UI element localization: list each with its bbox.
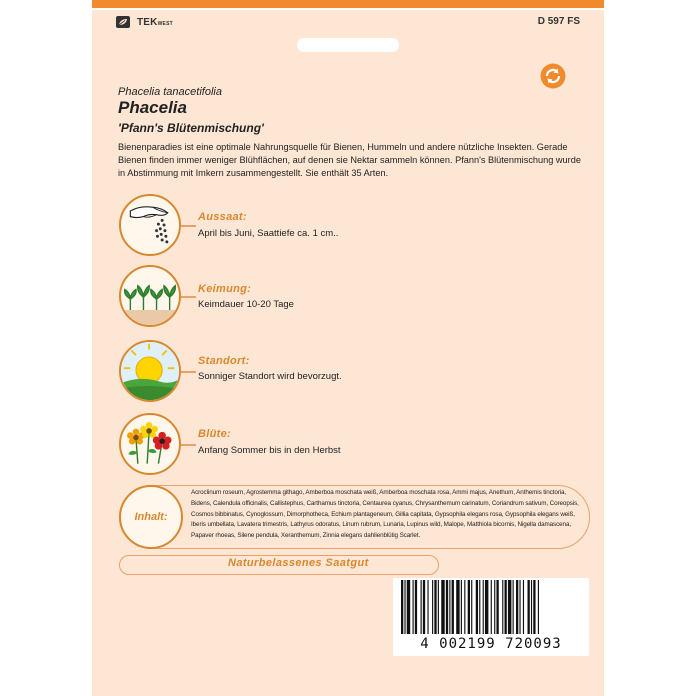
barcode-bar: [401, 580, 403, 634]
seedlings-icon: [119, 265, 181, 327]
variety-name: 'Pfann's Blütenmischung': [118, 121, 264, 135]
leaf-logo-icon: [116, 16, 134, 28]
barcode-bar: [538, 580, 539, 634]
barcode-bar: [452, 580, 454, 634]
barcode-bar: [476, 580, 478, 634]
hand-sowing-seeds-icon: [119, 194, 181, 256]
barcode-bar: [468, 580, 470, 634]
recycle-icon: [540, 63, 566, 89]
barcode-bar: [404, 580, 405, 634]
barcode-bar: [446, 580, 448, 634]
product-description: Bienenparadies ist eine optimale Nahrungsquelle für Bienen, Hummeln und andere nützliche Insekten. Gerade Bienen finden immer weniger Blühflächen, auf denen sie Nektar sammeln können. Pfann's Blütenmischung wurde in Abstimmung mit Imkern zusammengestellt. Sie enthält 35 Arten.: [118, 142, 581, 178]
barcode-bar: [441, 580, 444, 634]
brand-sub: WEST: [157, 20, 173, 27]
barcode-bar: [519, 580, 520, 634]
barcode-bars: [399, 580, 583, 636]
brand-name: TEK: [137, 16, 158, 28]
section-label-standort: Standort:: [198, 355, 250, 367]
barcode-bar: [508, 580, 511, 634]
barcode-bar: [496, 580, 498, 634]
sun-icon: [119, 340, 181, 402]
barcode-bar: [464, 580, 465, 634]
barcode-bar: [427, 580, 428, 634]
product-title: Phacelia: [118, 98, 187, 117]
barcode-bar: [528, 580, 530, 634]
contents-label: Inhalt:: [134, 511, 168, 523]
barcode-bar: [485, 580, 488, 634]
section-text-bluete: Anfang Sommer bis in den Herbst: [198, 445, 341, 456]
section-text-aussaat: April bis Juni, Saattiefe ca. 1 cm..: [198, 228, 339, 239]
flowers-icon: [119, 413, 181, 475]
top-color-band: [92, 0, 604, 8]
barcode-bar: [533, 580, 535, 634]
section-label-keimung: Keimung:: [198, 283, 252, 295]
seed-packet-back: [92, 0, 604, 696]
contents-text: Acroclinum roseum, Agrostemma githago, Amberboa moschata weiß, Amberboa moschata rosa, Ammi majus, Anethum, Anthemis tinctoria, Bidens, Calendula officinalis, Callistephus, Carthamus tinctoria, Centaurea cyanus, Chrysanthemum carinatum, Coriandrum sativum, Coreopsis, Cosmos bibbinatus, Cynoglossum, Dimorphotheca, Echium plantageneum, Gillia capitata, Gypsophila elegans rosa, Gypsophila elegans weiß, Iberis umbellata, Lavatera trimestris, Lathyrus odoratus, Linum rubrum, Lunaria, Lupinus wild, Malope, Matthiola bicornis, Nigella damascena, Papaver rhoeas, Silene pendula, Xeranthemum, Zinnia elegans dahlienblütig Scarlet.: [191, 489, 579, 540]
section-text-standort: Sonniger Standort wird bevorzugt.: [198, 371, 342, 382]
brand-logo: [116, 16, 173, 28]
barcode-bar: [461, 580, 462, 634]
hanger-hole: [297, 38, 399, 52]
barcode-bar: [434, 580, 436, 634]
barcode-bar: [449, 580, 450, 634]
barcode-bar: [407, 580, 410, 634]
barcode-bar: [531, 580, 532, 634]
section-text-keimung: Keimdauer 10-20 Tage: [198, 299, 294, 310]
product-code: D 597 FS: [537, 16, 580, 27]
barcode-bar: [491, 580, 492, 634]
barcode-bar: [456, 580, 459, 634]
section-label-aussaat: Aussaat:: [198, 211, 247, 223]
barcode-bar: [438, 580, 439, 634]
barcode-bar: [502, 580, 503, 634]
barcode-bar: [423, 580, 425, 634]
barcode-bar: [483, 580, 484, 634]
botanical-name: Phacelia tanacetifolia: [118, 86, 222, 98]
section-label-bluete: Blüte:: [198, 428, 231, 440]
barcode-bar: [432, 580, 433, 634]
barcode-bar: [413, 580, 414, 634]
barcode-bar: [479, 580, 480, 634]
barcode-bar: [421, 580, 422, 634]
barcode-bar: [471, 580, 472, 634]
barcode-bar: [415, 580, 417, 634]
barcode-bar: [523, 580, 524, 634]
barcode-bar: [505, 580, 507, 634]
barcode: [393, 578, 589, 656]
barcode-bar: [494, 580, 495, 634]
natural-seed-text: Naturbelassenes Saatgut: [228, 557, 369, 569]
barcode-bar: [516, 580, 518, 634]
barcode-bar: [513, 580, 514, 634]
contents-circle: [119, 485, 183, 549]
barcode-number: 4 002199 720093: [420, 636, 562, 652]
